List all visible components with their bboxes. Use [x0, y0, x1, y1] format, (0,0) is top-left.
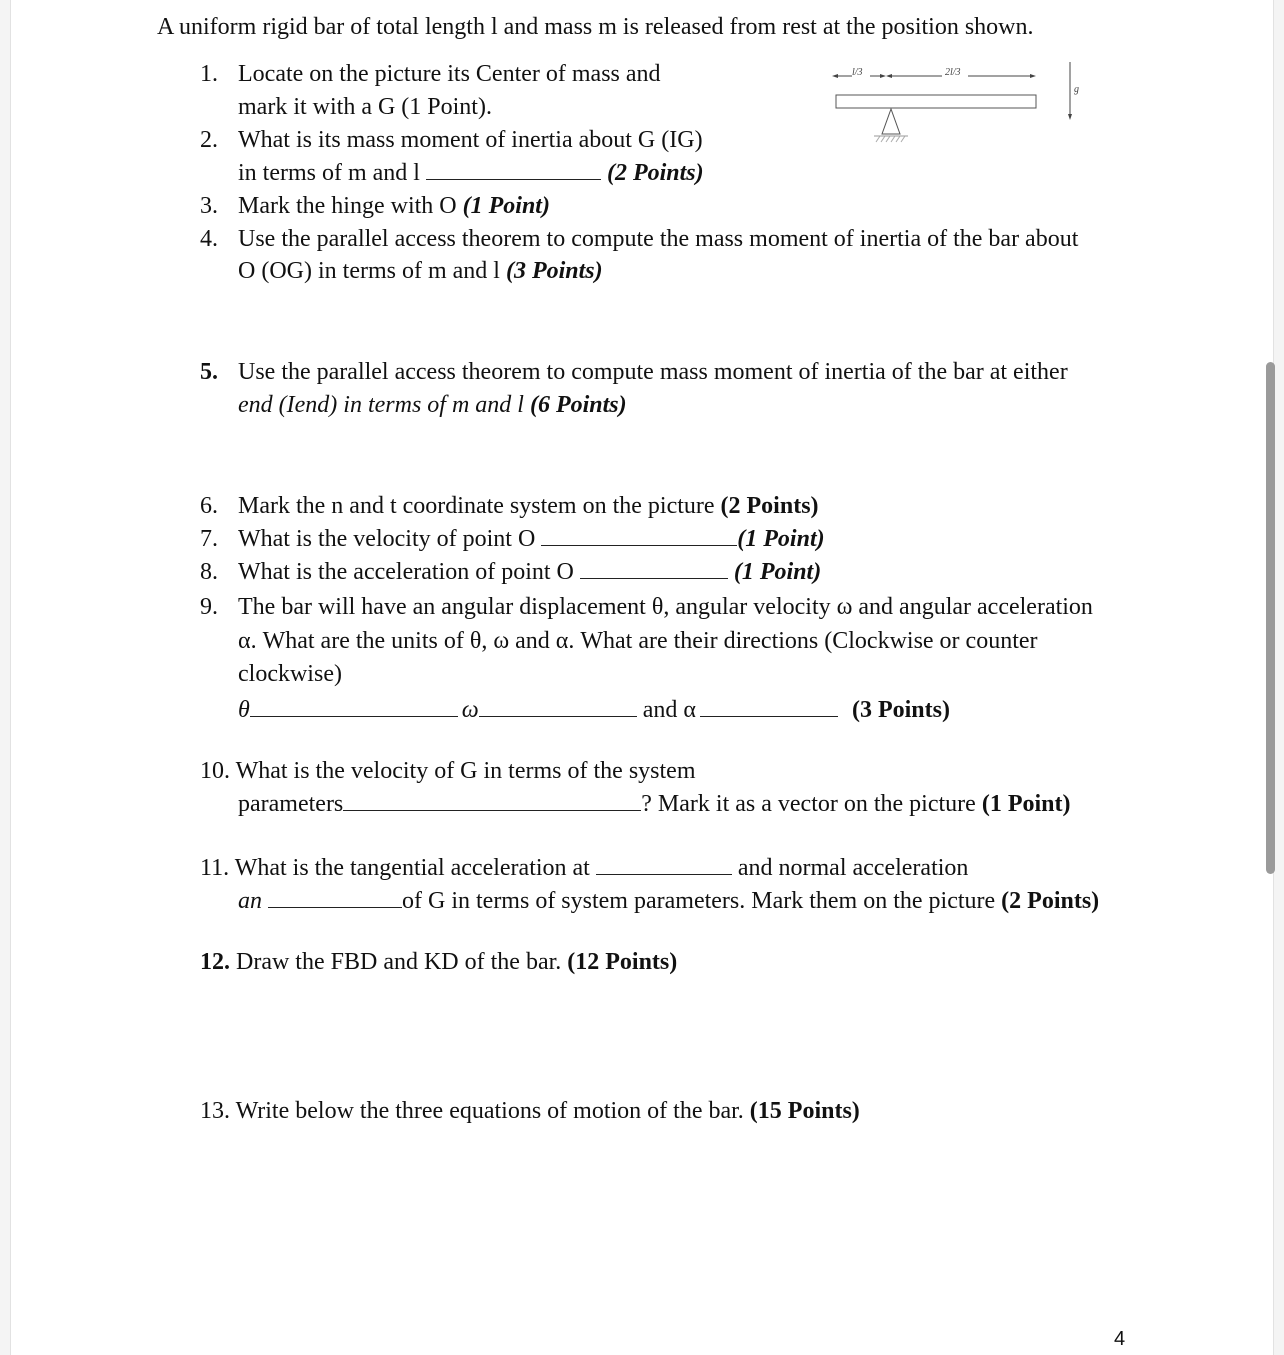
q2-points: (2 Points) — [606, 160, 704, 186]
q6-line — [238, 492, 819, 520]
q10-number: 10. — [200, 758, 230, 784]
alpha-answer-blank[interactable] — [700, 696, 838, 717]
q1-number: 1. — [200, 61, 218, 87]
q11-line1-tail: and normal acceleration — [737, 855, 969, 881]
q10-line2-tail: ? Mark it as a vector on the picture — [641, 791, 976, 817]
q9-points: (3 Points) — [851, 697, 950, 723]
q10-answer-blank[interactable] — [343, 790, 641, 811]
q2-line1: What is its mass moment of inertia about G (IG) — [238, 127, 703, 153]
omega-answer-blank[interactable] — [479, 696, 637, 717]
rigid-bar — [836, 95, 1036, 108]
at-answer-blank[interactable] — [596, 854, 732, 875]
q5-line1: Use the parallel access theorem to compute mass moment of inertia of the bar at either — [238, 359, 1068, 385]
q7-points: (1 Point) — [737, 526, 825, 552]
q9-line1: The bar will have an angular displacement θ, angular velocity ω and angular acceleration — [238, 594, 1093, 620]
scrollbar[interactable] — [1266, 362, 1275, 874]
hinge-support — [882, 109, 900, 134]
page-number: 4 — [1114, 1328, 1126, 1350]
an-label: an — [238, 888, 262, 914]
intro-text: A uniform rigid bar of total length l and mass m is released from rest at the position shown. — [157, 14, 1034, 40]
q4-points: (3 Points) — [505, 258, 603, 284]
q5-line2 — [238, 391, 627, 419]
q8-number: 8. — [200, 559, 218, 585]
alpha-label: and α — [642, 697, 696, 723]
gravity-label: g — [1074, 84, 1079, 95]
q8-points: (1 Point) — [733, 559, 822, 585]
q2-answer-blank[interactable] — [426, 159, 601, 180]
q4-line2-text: O (OG) in terms of m and l — [238, 258, 500, 284]
q5-points: (6 Points) — [529, 392, 627, 418]
q11-points: (2 Points) — [1001, 888, 1100, 914]
q11-line1-text: What is the tangential acceleration at — [234, 855, 590, 881]
q1-line1: Locate on the picture its Center of mass and — [238, 61, 661, 87]
q12-text: Draw the FBD and KD of the bar. — [236, 949, 562, 975]
theta-label: θ — [238, 697, 250, 723]
q4-line2 — [238, 257, 603, 285]
q7-number: 7. — [200, 526, 218, 552]
q1-line2: mark it with a G (1 Point). — [238, 94, 492, 120]
q13-number: 13. — [200, 1098, 230, 1124]
q10-line2-text: parameters — [238, 791, 344, 817]
q10-points: (1 Point) — [981, 791, 1071, 817]
theta-answer-blank[interactable] — [250, 696, 458, 717]
q12-points: (12 Points) — [567, 949, 678, 975]
q3-points: (1 Point) — [462, 193, 550, 219]
q4-line1: Use the parallel access theorem to compute the mass moment of inertia of the bar about — [238, 226, 1079, 252]
q13-text: Write below the three equations of motion of the bar. — [235, 1098, 744, 1124]
q2-line2 — [238, 159, 704, 187]
q6-number: 6. — [200, 493, 218, 519]
q10-line1 — [200, 757, 695, 785]
right-dimension-label: 2l/3 — [945, 67, 961, 78]
q6-text: Mark the n and t coordinate system on the picture — [238, 493, 715, 519]
omega-label: ω — [461, 697, 479, 723]
q4-number: 4. — [200, 226, 218, 252]
q13-points: (15 Points) — [749, 1098, 860, 1124]
bar-diagram — [828, 58, 1088, 148]
q13-line — [200, 1097, 860, 1125]
q9-number: 9. — [200, 594, 218, 620]
q9-answer-row — [238, 696, 950, 724]
q8-line — [238, 558, 821, 586]
left-dimension-label: l/3 — [852, 67, 863, 78]
q12-line — [200, 948, 677, 976]
q12-number: 12. — [200, 949, 230, 975]
q8-answer-blank[interactable] — [580, 558, 728, 579]
q7-answer-blank[interactable] — [541, 525, 737, 546]
q11-number: 11. — [200, 855, 230, 881]
q5-number: 5. — [200, 359, 218, 385]
q2-number: 2. — [200, 127, 218, 153]
q7-text: What is the velocity of point O — [238, 526, 536, 552]
q9-line3: clockwise) — [238, 661, 342, 687]
q10-line2 — [238, 790, 1070, 818]
q9-line2: α. What are the units of θ, ω and α. What are their directions (Clockwise or counter — [238, 628, 1038, 654]
q2-line2-text: in terms of m and l — [238, 160, 420, 186]
q8-text: What is the acceleration of point O — [238, 559, 574, 585]
q10-line1-text: What is the velocity of G in terms of the system — [235, 758, 696, 784]
an-answer-blank[interactable] — [268, 887, 402, 908]
q5-line2-text: end (Iend) in terms of m and l — [238, 392, 524, 418]
q11-line1 — [200, 854, 968, 882]
q11-line2 — [238, 887, 1099, 915]
q11-line2-tail: of G in terms of system parameters. Mark them on the picture — [402, 888, 996, 914]
q7-line — [238, 525, 825, 553]
q3-line — [238, 192, 550, 220]
q6-points: (2 Points) — [720, 493, 819, 519]
q3-text: Mark the hinge with O — [238, 193, 457, 219]
q3-number: 3. — [200, 193, 218, 219]
